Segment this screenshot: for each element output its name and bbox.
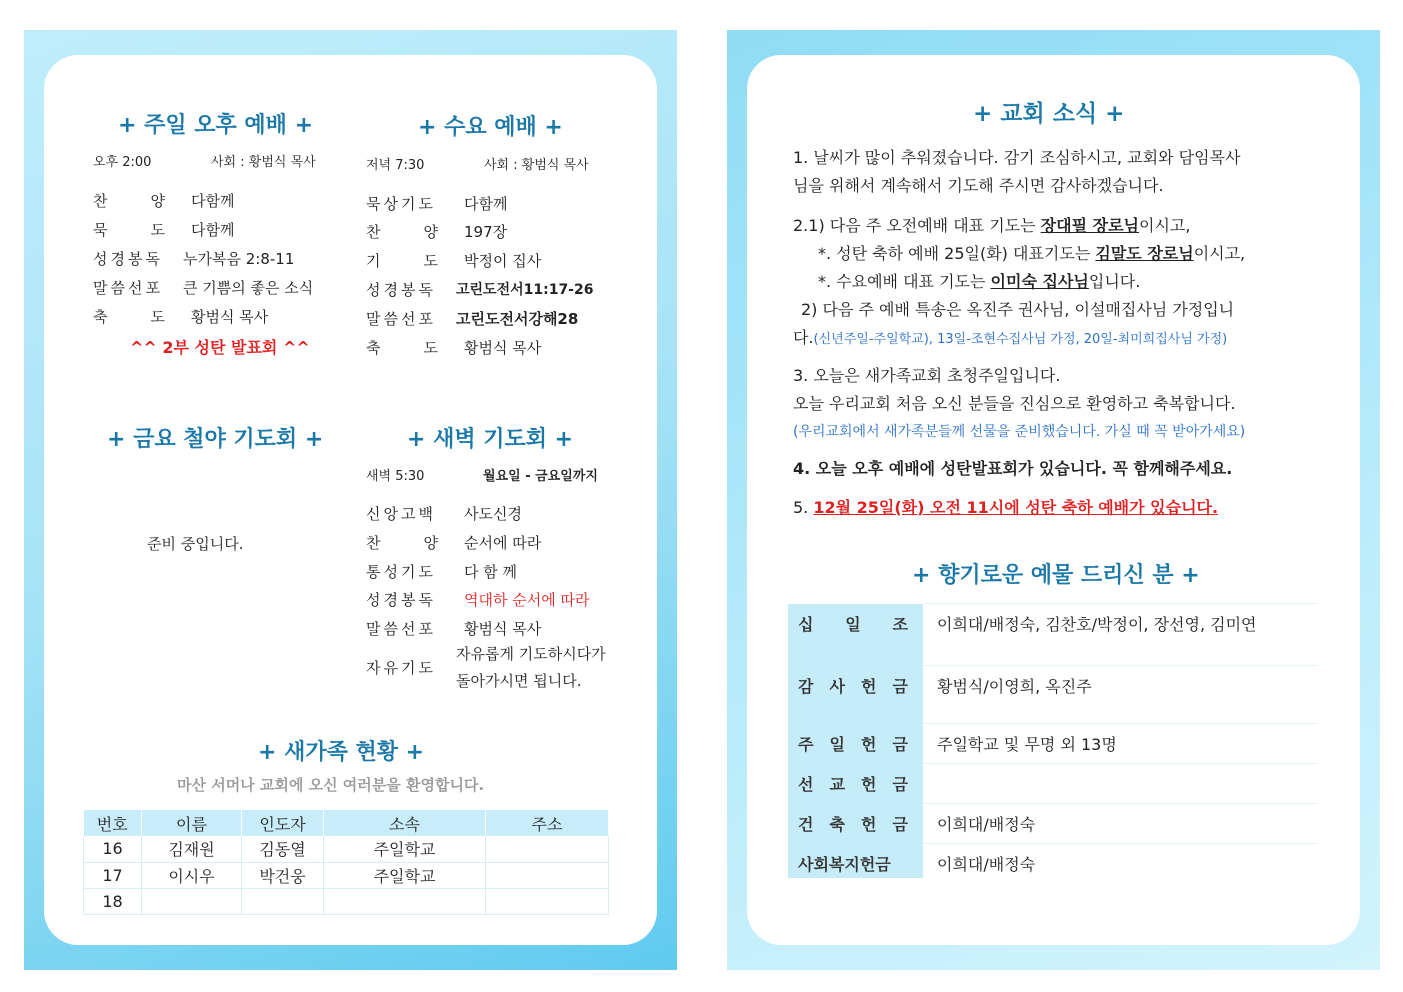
table-cell: 박건웅 <box>242 862 324 888</box>
sunday-pm-time: 오후 2:00 <box>93 155 152 170</box>
news-text: 다. <box>793 328 814 347</box>
offering-label <box>788 724 923 764</box>
table-cell: 이시우 <box>142 862 242 888</box>
dawn-days: 월요일 - 금요일까지 <box>483 469 598 484</box>
table-row <box>788 666 1318 724</box>
item-value: 황범식 목사 <box>464 620 542 638</box>
table-cell <box>486 888 609 914</box>
news-line <box>793 240 1313 268</box>
news-line: 1. 날씨가 많이 추워졌습니다. 감기 조심하시고, 교회와 담임목사 <box>793 148 1241 167</box>
item-value: 고린도전서강해28 <box>456 310 579 328</box>
dawn-item <box>366 503 522 524</box>
prayer-leader-name: 김말도 장로님 <box>1095 244 1194 263</box>
offerings-title: + 향기로운 예물 드리신 분 + <box>912 563 1200 588</box>
sunday-pm-title: + 주일 오후 예배 + <box>118 113 314 138</box>
col-header: 번호 <box>84 810 142 836</box>
offerings-table <box>788 603 1318 878</box>
col-header: 소속 <box>324 810 486 836</box>
dawn-item-value: 자유롭게 기도하시다가 <box>456 645 606 663</box>
wednesday-item <box>366 250 541 271</box>
sunday-pm-host: 사회 : 황범식 목사 <box>211 155 316 170</box>
table-cell: 주일학교 <box>324 836 486 862</box>
offering-label <box>788 604 923 666</box>
dawn-title: + 새벽 기도회 + <box>407 427 574 452</box>
table-row <box>788 604 1318 666</box>
dawn-time: 새벽 5:30 <box>366 469 425 484</box>
item-label: 신앙고백 <box>366 505 436 523</box>
table-row <box>788 804 1318 844</box>
table-row <box>788 844 1318 878</box>
table-cell: 17 <box>84 862 142 888</box>
table-cell <box>486 836 609 862</box>
dawn-item <box>366 618 541 639</box>
item-value: 다함께 <box>191 192 235 210</box>
wednesday-time: 저녁 7:30 <box>366 158 425 173</box>
prayer-leader-name: 이미숙 집사님 <box>990 272 1089 291</box>
item-label: 성경봉독 <box>93 250 163 268</box>
table-row <box>84 836 609 862</box>
newcomers-subtitle: 마산 서머나 교회에 오신 여러분을 환영합니다. <box>177 776 485 794</box>
sunday-pm-item <box>93 306 268 327</box>
dawn-item <box>366 657 438 678</box>
item-value: 197장 <box>464 223 508 241</box>
friday-title: + 금요 철야 기도회 + <box>107 427 324 452</box>
table-cell <box>142 888 242 914</box>
table-header-row <box>84 810 609 836</box>
news-text: 이시고, <box>1139 216 1191 235</box>
offering-label <box>788 804 923 844</box>
offering-value: 이희대/배정숙, 김찬호/박정이, 장선영, 김미연 <box>923 604 1318 666</box>
news-text: 5. <box>793 498 814 517</box>
item-label: 묵상기도 <box>366 195 436 213</box>
sunday-pm-item <box>93 277 313 298</box>
christmas-service-notice: 12월 25일(화) 오전 11시에 성탄 축하 예배가 있습니다. <box>813 498 1219 517</box>
news-item-1 <box>793 144 1313 200</box>
item-value: 황범식 목사 <box>464 339 542 357</box>
wednesday-item <box>366 308 578 329</box>
table-cell: 주일학교 <box>324 862 486 888</box>
offering-value: 이희대/배정숙 <box>923 804 1318 844</box>
news-item-4: 4. 오늘 오후 예배에 성탄발표회가 있습니다. 꼭 함께해주세요. <box>793 459 1233 478</box>
table-row <box>788 764 1318 804</box>
offering-label <box>788 764 923 804</box>
item-value: 고린도전서11:17-26 <box>456 282 594 298</box>
news-title: + 교회 소식 + <box>973 101 1125 127</box>
offering-label-text: 건 축 헌 금 <box>798 814 908 834</box>
news-item-5 <box>793 494 1313 522</box>
item-value: 누가복음 2:8-11 <box>183 250 295 268</box>
news-line: 3. 오늘은 새가족교회 초청주일입니다. <box>793 366 1061 385</box>
news-text: 2.1) 다음 주 오전예배 대표 기도는 <box>793 216 1041 235</box>
offering-label-text: 사회복지헌금 <box>798 854 891 874</box>
friday-status: 준비 중입니다. <box>147 535 244 553</box>
offering-value: 이희대/배정숙 <box>923 844 1318 878</box>
table-cell <box>324 888 486 914</box>
news-item-2 <box>793 212 1313 354</box>
offering-label <box>788 666 923 724</box>
table-cell: 김재원 <box>142 836 242 862</box>
dawn-item <box>366 589 589 610</box>
table-cell: 16 <box>84 836 142 862</box>
item-value: 사도신경 <box>464 505 522 523</box>
sunday-pm-item <box>93 219 234 240</box>
newcomers-table <box>83 810 609 915</box>
wednesday-item <box>366 221 507 242</box>
item-value: 순서에 따라 <box>464 534 542 552</box>
news-line: 님을 위해서 계속해서 기도해 주시면 감사하겠습니다. <box>793 176 1164 195</box>
news-line: 2) 다음 주 예배 특송은 옥진주 권사님, 이설매집사님 가정입니 <box>801 300 1235 319</box>
news-note: (우리교회에서 새가족분들께 선물을 준비했습니다. 가실 때 꼭 받아가세요) <box>793 424 1246 440</box>
offering-label-text: 십 일 조 <box>798 614 908 634</box>
item-label: 묵 도 <box>93 221 165 239</box>
item-label: 말씀선포 <box>93 279 163 297</box>
item-value: 황범식 목사 <box>191 308 269 326</box>
item-label: 성경봉독 <box>366 591 436 609</box>
item-value: 큰 기쁨의 좋은 소식 <box>183 279 314 297</box>
sunday-pm-item <box>93 248 294 269</box>
table-cell: 김동열 <box>242 836 324 862</box>
sunday-pm-item <box>93 190 234 211</box>
item-value: 역대하 순서에 따라 <box>464 591 590 609</box>
item-label: 축 도 <box>366 339 438 357</box>
table-cell <box>242 888 324 914</box>
dawn-item <box>366 532 541 553</box>
offering-label-text: 선 교 헌 금 <box>798 774 908 794</box>
news-line <box>793 212 1313 240</box>
col-header: 인도자 <box>242 810 324 836</box>
item-label: 찬 양 <box>366 223 438 241</box>
offering-label-text: 주 일 헌 금 <box>798 734 908 754</box>
item-value: 다함께 <box>464 195 508 213</box>
item-value: 다 함 께 <box>464 563 518 581</box>
item-label: 찬 양 <box>366 534 438 552</box>
table-row <box>788 724 1318 764</box>
item-label: 자유기도 <box>366 659 436 677</box>
offering-value: 주일학교 및 무명 외 13명 <box>923 724 1318 764</box>
wednesday-host: 사회 : 황범식 목사 <box>484 158 589 173</box>
item-label: 성경봉독 <box>366 281 436 299</box>
col-header: 주소 <box>486 810 609 836</box>
item-value: 다함께 <box>191 221 235 239</box>
table-row <box>84 862 609 888</box>
table-cell: 18 <box>84 888 142 914</box>
item-label: 기 도 <box>366 252 438 270</box>
item-label: 축 도 <box>93 308 165 326</box>
item-value: 박정이 집사 <box>464 252 542 270</box>
col-header: 이름 <box>142 810 242 836</box>
wednesday-item <box>366 193 507 214</box>
newcomers-title: + 새가족 현황 + <box>258 740 425 765</box>
offering-label-text: 감 사 헌 금 <box>798 676 908 696</box>
wednesday-item <box>366 279 593 300</box>
news-line <box>793 268 1313 296</box>
dawn-item-value-line2: 돌아가시면 됩니다. <box>456 672 582 690</box>
offering-value <box>923 764 1318 804</box>
news-text: 이시고, <box>1193 244 1246 263</box>
sunday-pm-note: ^^ 2부 성탄 발표회 ^^ <box>130 338 310 357</box>
item-label: 말씀선포 <box>366 620 436 638</box>
news-line: 오늘 우리교회 처음 오신 분들을 진심으로 환영하고 축복합니다. <box>793 394 1236 413</box>
news-item-3 <box>793 362 1313 446</box>
table-cell <box>486 862 609 888</box>
news-text: *. 성탄 축하 예배 25일(화) 대표기도는 <box>818 244 1096 263</box>
item-label: 통성기도 <box>366 563 436 581</box>
news-note: (신년주일-주일학교), 13일-조현수집사님 가정, 20일-최미희집사님 가정) <box>813 332 1228 347</box>
wednesday-title: + 수요 예배 + <box>418 115 563 140</box>
dawn-item <box>366 561 517 582</box>
prayer-leader-name: 장대필 장로님 <box>1040 216 1139 235</box>
news-line <box>793 324 1313 354</box>
wednesday-item <box>366 337 541 358</box>
offering-value: 황범식/이영희, 옥진주 <box>923 666 1318 724</box>
offering-label <box>788 844 923 878</box>
news-text: 입니다. <box>1088 272 1141 291</box>
table-row <box>84 888 609 914</box>
news-text: *. 수요예배 대표 기도는 <box>818 272 991 291</box>
item-label: 말씀선포 <box>366 310 436 328</box>
item-label: 찬 양 <box>93 192 165 210</box>
